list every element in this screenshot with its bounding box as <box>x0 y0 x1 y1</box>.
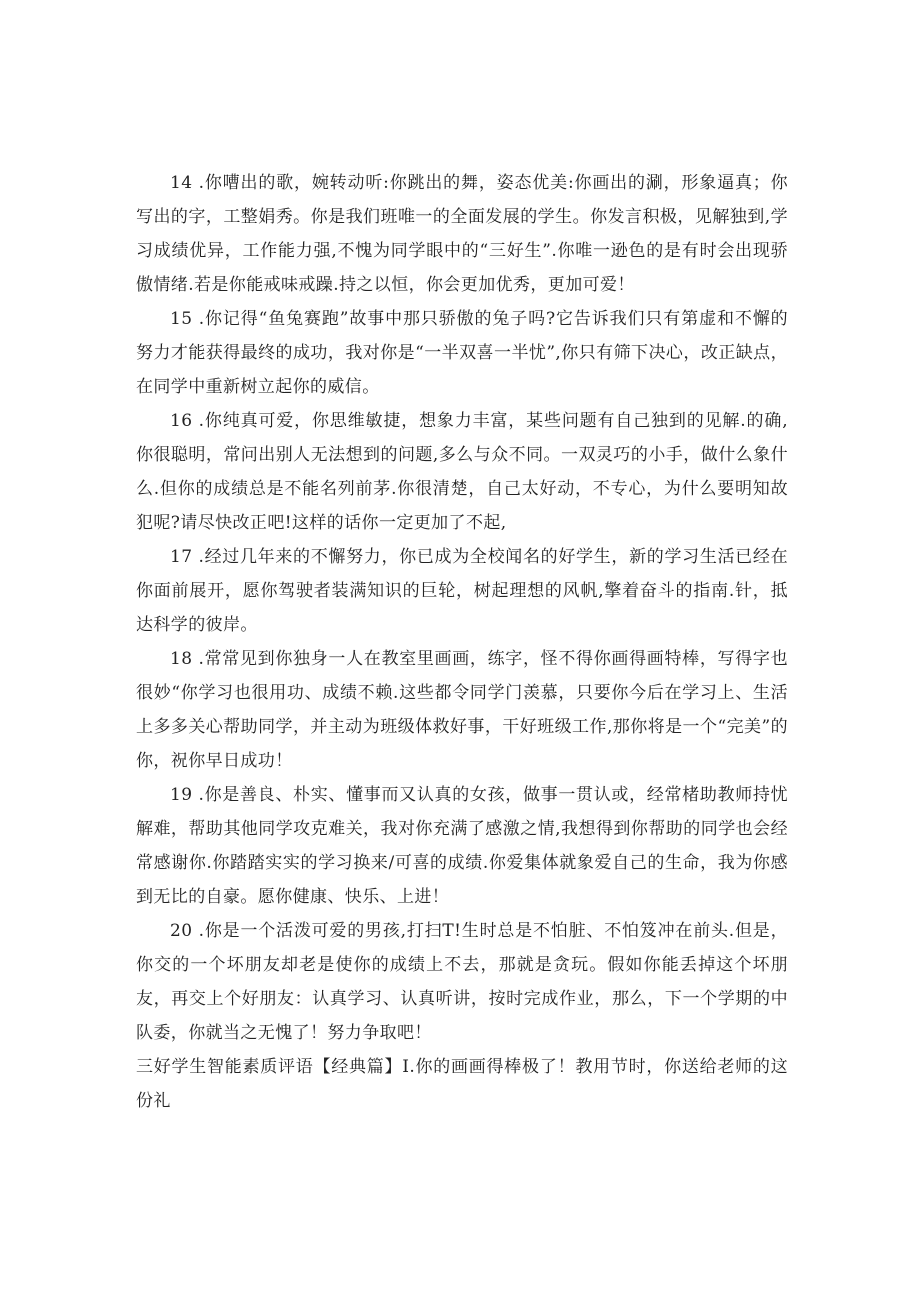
paragraph-text: .你嘈出的歌，婉转动听:你跳出的舞，姿态优美:你画出的涮，形象逼真；你写出的字，工整娟秀。你是我们班唯一的全面发展的学生。你发言积极，见解独到,学习成绩优异，工作能力强,不愧为同学眼中的“三好生”.你唯一逊色的是有时会出现骄傲情绪.若是你能戒味戒躁.持之以恒，你会更加优秀，更加可爱！ <box>136 173 788 295</box>
paragraph-number: 20 <box>170 921 193 941</box>
section-heading-line: 三好学生智能素质评语【经典篇】I.你的画画得棒极了！教用节时，你送给老师的这份礼 <box>136 1057 788 1111</box>
document-body <box>136 166 788 1118</box>
paragraph-18 <box>136 642 788 778</box>
paragraph-15 <box>136 302 788 404</box>
paragraph-number: 16 <box>170 411 193 431</box>
paragraph-number: 19 <box>170 785 193 805</box>
paragraph-text: .你是善良、朴实、懂事而又认真的女孩，做事一贯认或，经常楮助教师持忧解难，帮助其他同学攻克难关，我对你充满了感激之情,我想得到你帮助的同学也会经常感谢你.你踏踏实实的学习换来/可喜的成绩.你爱集体就象爱自己的生命，我为你感到无比的自豪。愿你健康、快乐、上进！ <box>136 785 788 907</box>
paragraph-text: .经过几年来的不懈努力，你已成为全校闻名的好学生，新的学习生活已经在你面前展开，愿你驾驶者装满知识的巨轮，树起理想的风帆,擎着奋斗的指南.针，抵达科学的彼岸。 <box>136 547 788 635</box>
paragraph-number: 15 <box>170 309 193 329</box>
paragraph-text: .常常见到你独身一人在教室里画画，练字，怪不得你画得画特棒，写得字也很妙“你学习也很用功、成绩不赖.这些都令同学门羡慕，只要你今后在学习上、生活上多多关心帮助同学，并主动为班级体救好事，干好班级工作,那你将是一个“完美”的你，祝你早日成功！ <box>136 649 788 771</box>
paragraph-text: .你是一个活泼可爱的男孩,打扫T!生时总是不怕脏、不怕笈冲在前头.但是，你交的一个坏朋友却老是使你的成绩上不去，那就是贪玩。假如你能丢掉这个坏朋友，再交上个好朋友：认真学习、认真听讲，按时完成作业，那么，下一个学期的中队委，你就当之无愧了！努力争取吧！ <box>136 921 788 1043</box>
paragraph-14 <box>136 166 788 302</box>
paragraph-number: 18 <box>170 649 193 669</box>
paragraph-number: 17 <box>170 547 193 567</box>
paragraph-number: 14 <box>170 173 193 193</box>
paragraph-19 <box>136 778 788 914</box>
paragraph-16 <box>136 404 788 540</box>
paragraph-20 <box>136 914 788 1050</box>
paragraph-text: .你记得“鱼兔赛跑”故事中那只骄傲的兔子吗?它告诉我们只有第虚和不懈的努力才能获得最终的成功，我对你是“一半双喜一半忧”,你只有筛下决心，改正缺点，在同学中重新树立起你的威信。 <box>136 309 788 397</box>
paragraph-text: .你纯真可爱，你思维敏捷，想象力丰富，某些问题有自己独到的见解.的确,你很聪明，常问出别人无法想到的问题,多么与众不同。一双灵巧的小手，做什么象什么.但你的成绩总是不能名列前茅.你很清楚，自己太好动，不专心，为什么要明知故犯呢?请尽快改正吧!这样的话你一定更加了不起, <box>136 411 788 533</box>
paragraph-17 <box>136 540 788 642</box>
